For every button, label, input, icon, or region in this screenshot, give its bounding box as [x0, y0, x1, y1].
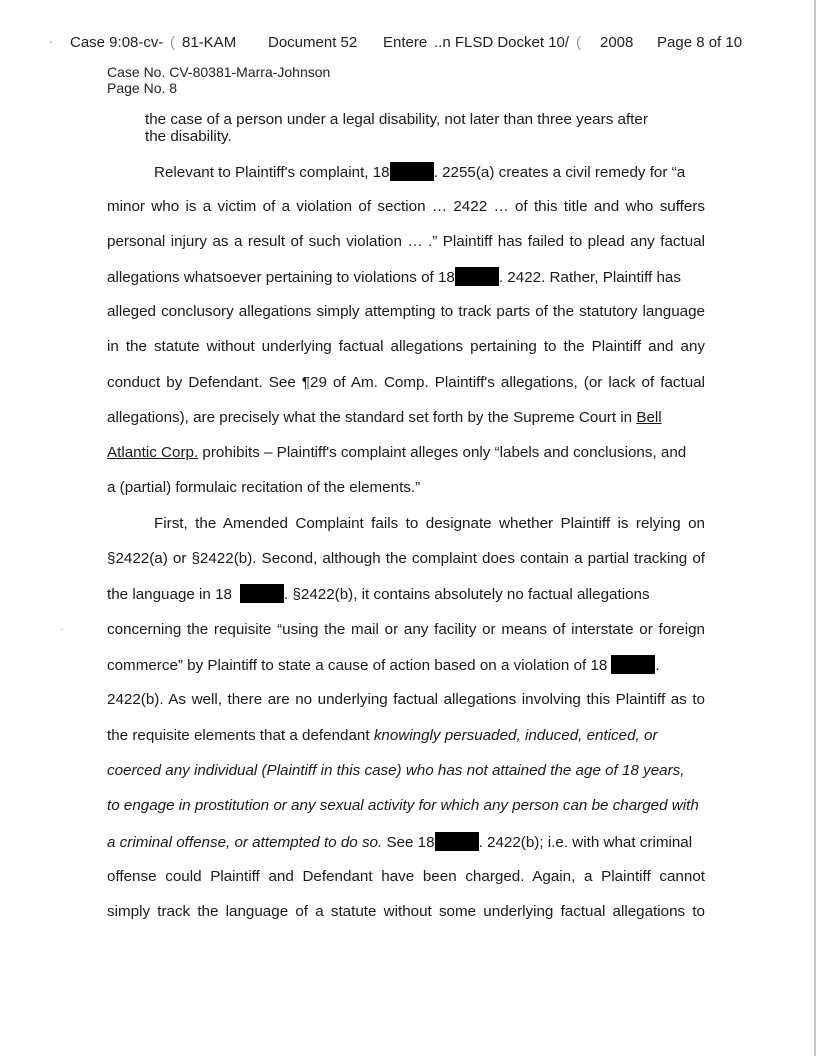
scan-speck: · — [60, 624, 64, 635]
redaction-bar — [240, 584, 284, 603]
case-citation: Bell — [636, 409, 662, 426]
paragraph-line: simply track the language of a statute without some underlying factual allegations to — [107, 903, 705, 920]
text-run: . — [655, 657, 660, 674]
text-run: prohibits – Plaintiff's complaint alleges only “labels and conclusions, and — [198, 444, 687, 461]
paragraph-line — [107, 761, 705, 781]
paragraph-line — [107, 726, 705, 746]
text-run: . 2255(a) creates a civil remedy for “a — [433, 164, 686, 181]
paragraph-line — [107, 655, 705, 676]
text-run: the language in 18 — [107, 586, 232, 603]
redaction-bar — [611, 655, 655, 674]
paragraph-line — [107, 267, 705, 288]
text-run: allegations whatsoever pertaining to violations of 18 — [107, 269, 455, 286]
paragraph-line: alleged conclusory allegations simply attempting to track parts of the statutory language — [107, 303, 705, 320]
text-run: Relevant to Plaintiff's complaint, 18 — [154, 164, 390, 181]
page-edge-shadow — [814, 0, 816, 1056]
scan-speck: ' — [50, 40, 52, 51]
paragraph-line: §2422(a) or §2422(b). Second, although the complaint does contain a partial tracking of — [107, 550, 705, 567]
paragraph-line: in the statute without underlying factual allegations pertaining to the Plaintiff and any — [107, 338, 705, 355]
text-run: . §2422(b), it contains absolutely no factual allegations — [284, 586, 650, 603]
header-entered: Entere — [383, 34, 428, 51]
header-case: Case 9:08-cv- — [70, 34, 164, 51]
paragraph-line — [107, 162, 705, 183]
statute-quote: to engage in prostitution or any sexual activity for which any person can be charged with — [107, 797, 699, 814]
header-year-partial: ( — [576, 34, 581, 51]
text-run: . 2422(b); i.e. with what criminal — [478, 834, 693, 851]
text-run: the requisite elements that a defendant — [107, 727, 374, 744]
header-case-partial: ( — [170, 34, 175, 51]
quote-line: the disability. — [145, 128, 232, 145]
text-run: commerce” by Plaintiff to state a cause of action based on a violation of 18 — [107, 657, 608, 674]
header-case-tail: 81-KAM — [182, 34, 237, 51]
paragraph-line: offense could Plaintiff and Defendant have been charged. Again, a Plaintiff cannot — [107, 868, 705, 885]
filing-header — [70, 34, 770, 54]
header-year: 2008 — [600, 34, 634, 51]
statute-quote: knowingly persuaded, induced, enticed, or — [373, 727, 658, 744]
paragraph-line: a (partial) formulaic recitation of the elements.” — [107, 479, 421, 496]
header-document: Document 52 — [268, 34, 358, 51]
paragraph-line — [107, 796, 705, 816]
statute-quote: a criminal offense, or attempted to do so. — [107, 834, 383, 851]
text-run: . 2422. Rather, Plaintiff has — [498, 269, 681, 286]
statute-quote: coerced any individual (Plaintiff in this case) who has not attained the age of 18 years, — [107, 762, 685, 779]
paragraph-line: concerning the requisite “using the mail or any facility or means of interstate or foreign — [107, 621, 705, 638]
redaction-bar — [390, 162, 434, 181]
redaction-bar — [455, 267, 499, 286]
paragraph-line — [107, 832, 705, 853]
paragraph-line: conduct by Defendant. See ¶29 of Am. Comp. Plaintiff's allegations, (or lack of factual — [107, 374, 705, 391]
case-number: Case No. CV-80381-Marra-Johnson — [107, 64, 331, 80]
page-number: Page No. 8 — [107, 80, 178, 96]
paragraph-line — [107, 443, 705, 463]
quote-line: the case of a person under a legal disability, not later than three years after — [145, 111, 648, 128]
text-run: allegations), are precisely what the standard set forth by the Supreme Court in — [107, 409, 637, 426]
paragraph-line — [107, 584, 705, 605]
text-run: See 18 — [382, 834, 435, 851]
case-citation: Atlantic Corp. — [107, 444, 199, 461]
header-page: Page 8 of 10 — [657, 34, 743, 51]
paragraph-line: First, the Amended Complaint fails to designate whether Plaintiff is relying on — [154, 515, 705, 532]
redaction-bar — [435, 832, 479, 851]
paragraph-line: 2422(b). As well, there are no underlying factual allegations involving this Plaintiff as to — [107, 691, 705, 708]
header-entered-partial: ..n FLSD Docket 10/ — [434, 34, 570, 51]
paragraph-line: minor who is a victim of a violation of section … 2422 … of this title and who suffers — [107, 198, 705, 215]
paragraph-line: personal injury as a result of such violation … .” Plaintiff has failed to plead any factual — [107, 233, 705, 250]
paragraph-line — [107, 408, 705, 428]
